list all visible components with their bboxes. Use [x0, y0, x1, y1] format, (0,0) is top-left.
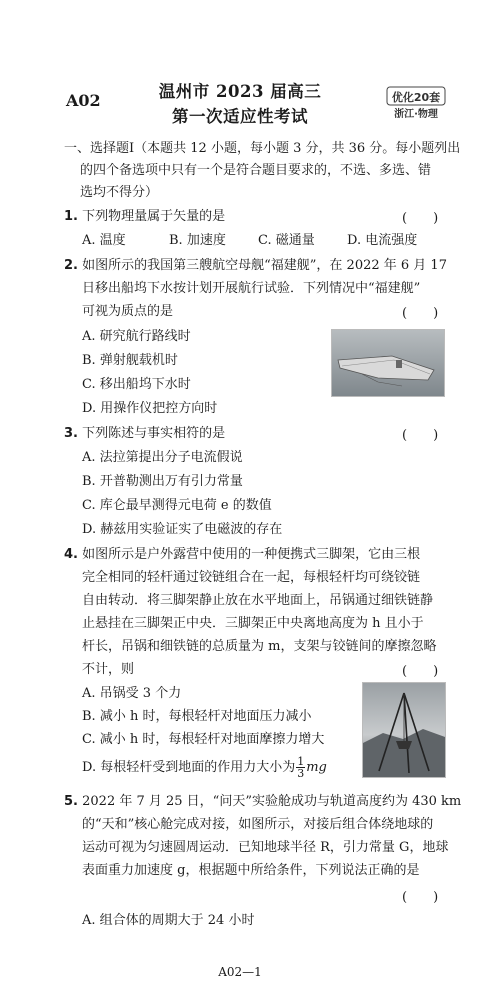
option-a: A. 吊锅受 3 个力 [82, 686, 182, 701]
logo-text: 优化20套 [391, 91, 441, 104]
option-d: D. 赫兹用实验证实了电磁波的存在 [82, 522, 283, 537]
option-a: A. 研究航行路线时 [82, 329, 191, 344]
question-5-line3: 运动可视为匀速圆周运动．已知地球半径 R，引力常量 G，地球 [82, 840, 449, 855]
option-b: B. 减小 h 时，每根轻杆对地面压力减小 [82, 709, 312, 724]
question-stem: 2022 年 7 月 25 日，“问天”实验舱成功与轨道高度约为 430 km [82, 794, 462, 809]
question-4-line5: 杆长，吊锅和细铁链的总质量为 m，支架与铰链间的摩擦忽略 [82, 639, 437, 654]
option-c: C. 库仑最早测得元电荷 e 的数值 [82, 498, 272, 513]
aircraft-carrier-photo [331, 329, 445, 397]
answer-bracket: ( ) [402, 211, 439, 226]
option-d-text: D. 每根轻杆受到地面的作用力大小为 [82, 760, 296, 775]
option-b: B. 开普勒测出万有引力常量 [82, 474, 243, 489]
answer-bracket: ( ) [402, 890, 439, 905]
question-number: 5. [64, 794, 78, 809]
option-d: D. 电流强度 [347, 233, 418, 248]
answer-bracket: ( ) [402, 664, 439, 679]
question-2-line1 [64, 256, 447, 275]
section-instructions-line3: 选均不得分） [80, 185, 159, 200]
fraction [296, 756, 305, 779]
option-c: C. 磁通量 [258, 233, 315, 248]
question-5-line1 [64, 792, 461, 811]
option-b: B. 弹射舰载机时 [82, 353, 178, 368]
exam-title-line1: 温州市 2023 届高三 [158, 82, 322, 101]
section-instructions-line1: 一、选择题Ⅰ（本题共 12 小题，每小题 3 分，共 36 分。每小题列出 [64, 141, 461, 156]
option-c: C. 减小 h 时，每根轻杆对地面摩擦力增大 [82, 732, 325, 747]
question-5-line4: 表面重力加速度 g，根据题中所给条件，下列说法正确的是 [82, 863, 420, 878]
question-stem: 如图所示的我国第三艘航空母舰“福建舰”，在 2022 年 6 月 17 [82, 258, 447, 273]
option-a: A. 法拉第提出分子电流假说 [82, 450, 243, 465]
exam-title-line2: 第一次适应性考试 [172, 107, 308, 126]
answer-bracket: ( ) [402, 306, 439, 321]
question-number: 1. [64, 209, 78, 224]
question-5-line2: 的“天和”核心舱完成对接，如图所示，对接后组合体绕地球的 [82, 817, 434, 832]
option-d-mg: mg [306, 760, 327, 775]
question-2-line3: 可视为质点的是 [82, 304, 174, 319]
logo-subtext: 浙江·物理 [394, 109, 438, 120]
question-4-line1 [64, 545, 420, 564]
paper-code: A02 [66, 91, 101, 110]
option-b: B. 加速度 [169, 233, 226, 248]
question-stem: 下列陈述与事实相符的是 [82, 426, 226, 441]
option-d [82, 756, 327, 779]
question-1 [64, 207, 225, 226]
question-3 [64, 424, 225, 443]
question-number: 2. [64, 258, 78, 273]
question-stem: 如图所示是户外露营中使用的一种便携式三脚架，它由三根 [82, 547, 421, 562]
page-number: A02—1 [218, 965, 262, 979]
answer-bracket: ( ) [402, 428, 439, 443]
section-instructions-line2: 的四个备选项中只有一个是符合题目要求的，不选、多选、错 [80, 163, 432, 178]
question-4-line4: 止悬挂在三脚架正中央．三脚架正中央离地高度为 h 且小于 [82, 616, 424, 631]
question-number: 3. [64, 426, 78, 441]
question-number: 4. [64, 547, 78, 562]
question-stem: 下列物理量属于矢量的是 [82, 209, 226, 224]
question-4-line2: 完全相同的轻杆通过铰链组合在一起，每根轻杆均可绕铰链 [82, 570, 421, 585]
option-a: A. 温度 [82, 233, 126, 248]
fraction-denominator: 3 [297, 767, 305, 780]
question-4-line6: 不计，则 [82, 662, 135, 677]
series-logo [385, 85, 447, 121]
fraction-numerator: 1 [297, 755, 305, 768]
option-c: C. 移出船坞下水时 [82, 377, 191, 392]
option-a: A. 组合体的周期大于 24 小时 [82, 913, 255, 928]
tripod-photo [362, 682, 446, 778]
option-d: D. 用操作仪把控方向时 [82, 401, 218, 416]
question-4-line3: 自由转动．将三脚架静止放在水平地面上，吊锅通过细铁链静 [82, 593, 434, 608]
series-logo-icon [385, 85, 447, 121]
question-2-line2: 日移出船坞下水按计划开展航行试验．下列情况中“福建舰” [82, 281, 421, 296]
